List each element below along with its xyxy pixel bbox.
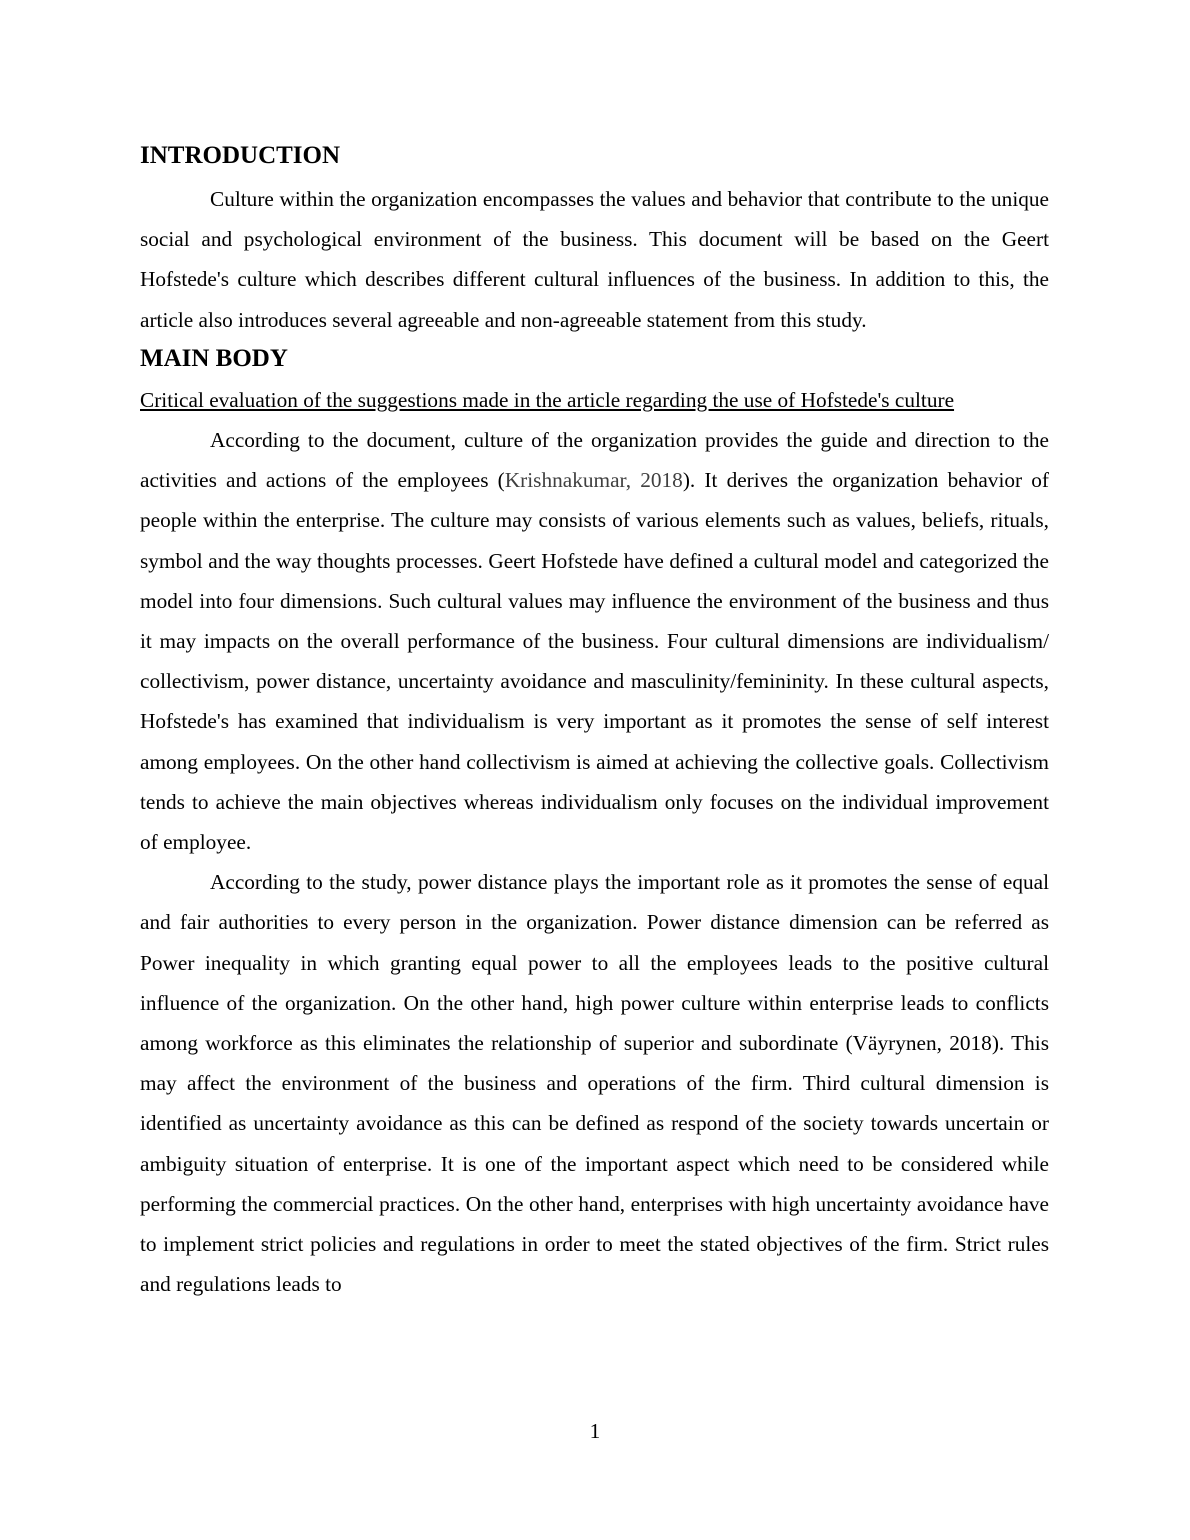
page-number: 1 bbox=[589, 1419, 601, 1443]
citation-krishnakumar: Krishnakumar, 2018 bbox=[504, 468, 683, 493]
document-page bbox=[140, 137, 1049, 1304]
introduction-paragraph: Culture within the organization encompasses the values and behavior that contribute to the unique social and psychological environment of the business. This document will be based on the Geert Hofstede's culture which describes different cultural influences of the business. In addition to this, the article also introduces several agreeable and non-agreeable statement from this study. bbox=[140, 187, 1049, 332]
section-subheading: Critical evaluation of the suggestions made in the article regarding the use of Hofstede's culture bbox=[140, 387, 955, 412]
paragraph-1-text-end: ). It derives the organization behavior of people within the enterprise. The culture may consists of various elements such as values, beliefs, rituals, symbol and the way thoughts processes. Geert Hofstede have defined a cultural model and categorized the model into four dimensions. Such cultural values may influence the environment of the business and thus it may impacts on the overall performance of the business. Four cultural dimensions are individualism/ collectivism, power distance, uncertainty avoidance and masculinity/femininity. In these cultural aspects, Hofstede's has examined that individualism is very important as it promotes the sense of self interest among employees. On the other hand collectivism is aimed at achieving the collective goals. Collectivism tends to achieve the main objectives whereas individualism only focuses on the individual improvement of employee. bbox=[140, 468, 1049, 855]
main-body-heading: MAIN BODY bbox=[140, 344, 288, 372]
main-body-paragraph-2: According to the study, power distance plays the important role as it promotes the sense of equal and fair authorities to every person in the organization. Power distance dimension can be referred as Power inequality in which granting equal power to all the employees leads to the positive cultural influence of the organization. On the other hand, high power culture within enterprise leads to conflicts among workforce as this eliminates the relationship of superior and subordinate (Väyrynen, 2018). This may affect the environment of the business and operations of the firm. Third cultural dimension is identified as uncertainty avoidance as this can be defined as respond of the society towards uncertain or ambiguity situation of enterprise. It is one of the important aspect which need to be considered while performing the commercial practices. On the other hand, enterprises with high uncertainty avoidance have to implement strict policies and regulations in order to meet the stated objectives of the firm. Strict rules and regulations leads to bbox=[140, 870, 1049, 1297]
main-body-paragraph-1 bbox=[140, 420, 1049, 862]
introduction-heading: INTRODUCTION bbox=[140, 142, 341, 169]
paragraph-1-text-start: According to the document, culture of the organization provides the guide and direction to the activities and actions of the employees ( bbox=[140, 428, 1049, 493]
